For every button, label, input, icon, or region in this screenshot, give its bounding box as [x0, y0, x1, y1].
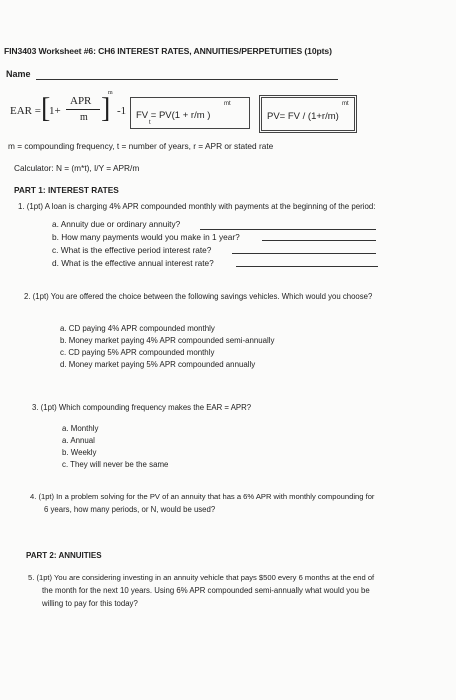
- q1-item-b: b. How many payments would you make in 1 year?: [52, 232, 240, 242]
- question-5-line-2: the month for the next 10 years. Using 6% APR compounded semi-annually what would you be: [42, 586, 370, 595]
- q3-item-4: c. They will never be the same: [62, 460, 169, 469]
- q2-item-a: a. CD paying 4% APR compounded monthly: [60, 324, 215, 333]
- ear-numerator: APR: [70, 95, 92, 107]
- ear-exponent: m: [108, 90, 113, 96]
- q3-item-2: a. Annual: [62, 436, 95, 445]
- q2-item-c: c. CD paying 5% APR compounded monthly: [60, 348, 215, 357]
- fv-subscript: t: [149, 120, 151, 126]
- pv-superscript: mt: [342, 101, 349, 107]
- calculator-note: Calculator: N = (m*t), I/Y = APR/m: [14, 163, 140, 173]
- left-bracket: [: [41, 93, 51, 124]
- question-3-text: 3. (1pt) Which compounding frequency makes the EAR = APR?: [32, 403, 252, 412]
- q3-item-1: a. Monthly: [62, 424, 99, 433]
- q3-item-3: b. Weekly: [62, 448, 97, 457]
- question-5-line-3: willing to pay for this today?: [42, 599, 138, 608]
- fv-formula-box: [130, 97, 250, 129]
- name-field-line[interactable]: [36, 79, 338, 80]
- q1-answer-b-line[interactable]: [262, 240, 376, 241]
- ear-one: 1+: [49, 105, 61, 117]
- pv-formula: PV= FV / (1+r/m): [267, 111, 339, 122]
- q1-item-c: c. What is the effective period interest rate?: [52, 245, 212, 255]
- worksheet-title: FIN3403 Worksheet #6: CH6 INTEREST RATES, ANNUITIES/PERPETUITIES (10pts): [4, 46, 332, 56]
- q1-answer-c-line[interactable]: [232, 253, 376, 254]
- fv-formula: FV = PV(1 + r/m ): [136, 110, 211, 121]
- right-bracket: ]: [101, 93, 111, 124]
- ear-minus-one: -1: [117, 105, 127, 117]
- question-4-line-1: 4. (1pt) In a problem solving for the PV of an annuity that has a 6% APR with monthly compounding for: [30, 492, 375, 501]
- q2-item-b: b. Money market paying 4% APR compounded semi-annually: [60, 336, 275, 345]
- q1-item-a: a. Annuity due or ordinary annuity?: [52, 219, 181, 229]
- name-label: Name: [6, 69, 31, 79]
- fv-superscript: mt: [224, 101, 231, 107]
- question-5-line-1: 5. (1pt) You are considering investing in an annuity vehicle that pays $500 every 6 months at the end of: [28, 573, 375, 582]
- question-2-text: 2. (1pt) You are offered the choice between the following savings vehicles. Which would you choose?: [24, 292, 373, 301]
- part1-heading: PART 1: INTEREST RATES: [14, 185, 119, 195]
- q2-item-d: d. Money market paying 5% APR compounded annually: [60, 360, 256, 369]
- q1-answer-d-line[interactable]: [236, 266, 378, 267]
- ear-denominator: m: [80, 112, 88, 123]
- variables-definition: m = compounding frequency, t = number of years, r = APR or stated rate: [8, 141, 274, 151]
- q1-item-d: d. What is the effective annual interest rate?: [52, 258, 214, 268]
- ear-label: EAR =: [10, 105, 41, 117]
- question-1-text: 1. (1pt) A loan is charging 4% APR compounded monthly with payments at the beginning of the period:: [18, 202, 376, 211]
- question-4-line-2: 6 years, how many periods, or N, would be used?: [44, 505, 216, 514]
- ear-formula: [8, 92, 126, 132]
- q1-answer-a-line[interactable]: [200, 229, 376, 230]
- part2-heading: PART 2: ANNUITIES: [26, 551, 102, 560]
- fraction-bar: [66, 109, 100, 110]
- pv-formula-box: [259, 95, 357, 133]
